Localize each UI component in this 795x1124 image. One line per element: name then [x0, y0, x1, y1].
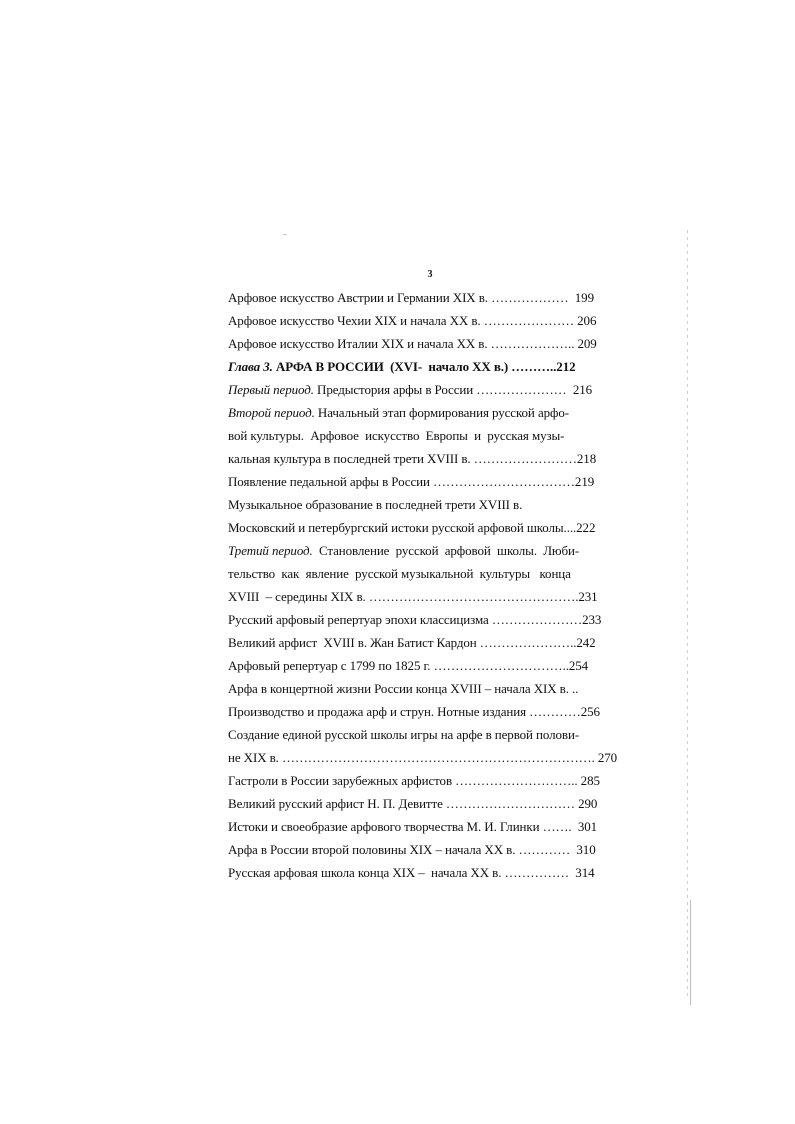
- table-of-contents: [228, 286, 618, 884]
- toc-line-text: Арфовое искусство Италии XIX и начала XX в. ……………….. 209: [228, 336, 597, 351]
- toc-line: [228, 539, 612, 562]
- toc-line: [228, 700, 612, 723]
- toc-line: [228, 309, 612, 332]
- toc-line-text: Становление русской арфовой школы. Люби-: [312, 543, 580, 558]
- toc-line: [228, 723, 612, 746]
- toc-line: [228, 861, 612, 884]
- toc-line-text: Появление педальной арфы в России ……………………………219: [228, 474, 595, 489]
- toc-line-italic: Первый период.: [228, 382, 314, 397]
- toc-line-text: кальная культура в последней трети XVIII в. ……………………218: [228, 451, 597, 466]
- toc-line: [228, 815, 612, 838]
- toc-line-text: Музыкальное образование в последней трети XVIII в.: [228, 497, 523, 512]
- toc-line-text: Арфовое искусство Австрии и Германии XIX в. ……………… 199: [228, 290, 594, 305]
- toc-line-text: Предыстория арфы в России ………………… 216: [313, 382, 593, 397]
- toc-line-italic: Третий период.: [228, 543, 313, 558]
- toc-line-text: Арфовое искусство Чехии XIX и начала XX в. ………………… 206: [228, 313, 597, 328]
- toc-line-text: XVIII – середины XIX в. ………………………………………….231: [228, 589, 598, 604]
- toc-line: [228, 838, 612, 861]
- toc-line: [228, 746, 618, 769]
- toc-line: [228, 447, 612, 470]
- toc-line: [228, 332, 612, 355]
- toc-line-text: Начальный этап формирования русской арфо-: [314, 405, 569, 420]
- toc-line-text: Русская арфовая школа конца XIX – начала XX в. …………… 314: [228, 865, 595, 880]
- toc-line: [228, 677, 612, 700]
- toc-line: [228, 769, 612, 792]
- toc-line: [228, 631, 612, 654]
- toc-line-text: не XIX в. ………………………………………………………………. 270: [228, 750, 618, 765]
- toc-line-text: вой культуры. Арфовое искусство Европы и русская музы-: [228, 428, 565, 443]
- toc-line: [228, 493, 612, 516]
- toc-line-text: Московский и петербургский истоки русской арфовой школы....222: [228, 520, 596, 535]
- toc-line-text: АРФА В РОССИИ (XVI- начало XX в.) ………..212: [272, 359, 576, 374]
- toc-line: [228, 585, 612, 608]
- toc-line: [228, 286, 612, 309]
- toc-line-text: Создание единой русской школы игры на арфе в первой полови-: [228, 727, 580, 742]
- toc-line-text: Великий русский арфист Н. П. Девитте ………………………… 290: [228, 796, 598, 811]
- toc-line: [228, 516, 612, 539]
- toc-line-italic: Глава 3.: [228, 359, 273, 374]
- toc-line-text: Производство и продажа арф и струн. Нотные издания …………256: [228, 704, 600, 719]
- scan-speck: [283, 234, 287, 235]
- toc-line: [228, 424, 612, 447]
- toc-line: [228, 608, 612, 631]
- scan-edge-line: [687, 230, 688, 1000]
- toc-line: [228, 562, 612, 585]
- toc-line-text: Арфа в России второй половины XIX – начала XX в. ………… 310: [228, 842, 596, 857]
- page-number: 3: [427, 269, 433, 280]
- toc-line-text: Гастроли в России зарубежных арфистов ……………………….. 285: [228, 773, 600, 788]
- toc-line-text: Арфа в концертной жизни России конца XVIII – начала XIX в. ..: [228, 681, 579, 696]
- toc-line: [228, 401, 612, 424]
- toc-line: [228, 470, 612, 493]
- toc-line-text: Истоки и своеобразие арфового творчества М. И. Глинки ……. 301: [228, 819, 598, 834]
- toc-line: [228, 378, 612, 401]
- toc-line: [228, 792, 612, 815]
- toc-line-text: Великий арфист XVIII в. Жан Батист Кардон …………………..242: [228, 635, 596, 650]
- scan-edge-line: [690, 900, 691, 1005]
- toc-line-text: тельство как явление русской музыкальной культуры конца: [228, 566, 571, 581]
- toc-line-italic: Второй период.: [228, 405, 315, 420]
- toc-line-text: Арфовый репертуар с 1799 по 1825 г. …………………………..254: [228, 658, 589, 673]
- toc-chapter-heading: [228, 355, 612, 378]
- toc-line-text: Русский арфовый репертуар эпохи классицизма …………………233: [228, 612, 602, 627]
- toc-line: [228, 654, 612, 677]
